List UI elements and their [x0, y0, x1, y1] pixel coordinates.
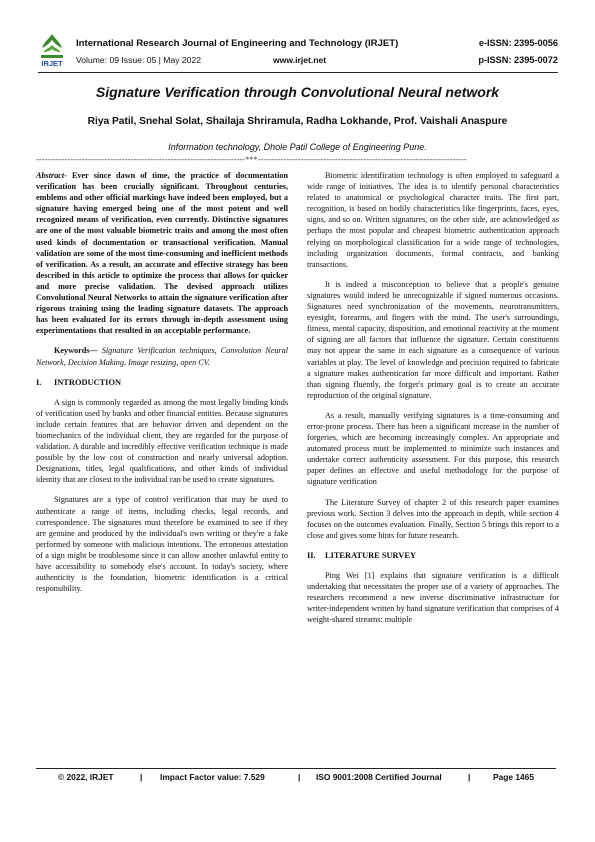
- left-column: [36, 170, 288, 603]
- keywords: [36, 345, 288, 367]
- footer-divider: |: [468, 772, 471, 782]
- footer-iso: ISO 9001:2008 Certified Journal: [316, 772, 442, 782]
- footer-divider: |: [298, 772, 301, 782]
- irjet-logo-icon: [38, 32, 66, 70]
- journal-website-link[interactable]: www.irjet.net: [273, 55, 327, 65]
- volume-issue: Volume: 09 Issue: 05 | May 2022: [76, 55, 202, 65]
- header-rule: [38, 72, 558, 73]
- section-heading-literature-survey: II. LITERATURE SURVEY: [307, 550, 416, 560]
- keywords-label: Keywords—: [54, 346, 98, 356]
- body-paragraph: The Literature Survey of chapter 2 of this research paper examines previous work. Section 3 delves into the approach in depth, while section 4 focuses on the outcomes evaluation. Finally, Section 5 brings this report to a close and gives some hints for future research.: [307, 497, 559, 540]
- page-footer: [36, 772, 556, 786]
- footer-divider: |: [140, 772, 143, 782]
- abstract-label: Abstract-: [36, 171, 67, 180]
- footer-impact-factor: Impact Factor value: 7.529: [160, 772, 265, 782]
- e-issn: e-ISSN: 2395-0056: [478, 38, 558, 48]
- body-paragraph: Ping Wei [1] explains that signature verification is a difficult undertaking that necessitates the proper use of a variety of approaches. The researchers recommend a new inverse discriminative infrastructure for writer-independent written by hand signature verification that comprises of 4 weight-shared streams: multiple: [307, 571, 559, 625]
- paper-affiliation: Information technology, Dhole Patil College of Engineering Pune.: [168, 142, 427, 152]
- keywords-text: Signature Verification techniques, Convolution Neural Network, Decision Making, Image resizing, open CV.: [36, 346, 288, 367]
- footer-copyright: © 2022, IRJET: [58, 772, 114, 782]
- intro-paragraph: A sign is commonly regarded as among the most legally binding kinds of verification used by banks and other financial entities. Because signatures include certain features that are behavior driven and dependent on the biomechanics of the individual client, they are regarded for the purpose of validation. A durable and incredibly effective verification technique is made possible by the low cost of construction and nearly universal adoption. Designations, titles, legal qualifications, and other kinds of individual identity that are closest to the individual can be used to create signatures.: [36, 397, 288, 485]
- paper-title: Signature Verification through Convolutional Neural network: [95, 84, 500, 100]
- body-paragraph: As a result, manually verifying signatures is a time-consuming and error-prone process. There has been a significant increase in the number of forgeries, which are becoming increasingly complex. An appropriate and automated process must be implemented to minimize such instances and undertake correct authenticity assessment. For this purpose, this research paper defines an effective and useful methodology for the purpose of signature verification: [307, 410, 559, 487]
- journal-header: [38, 32, 558, 72]
- abstract: [36, 170, 288, 336]
- footer-page-number: Page 1465: [493, 772, 534, 782]
- abstract-text: Ever since dawn of time, the practice of documentation verification has been crucially significant. Throughout centuries, emblems and other official markings have indeed been employed, but a signature having emerged being one of the most potent and well recognized means of verification, even currently. Distinctive signatures are one of the most valuable biometric traits and among the most often used kinds of documentation or transactional verification. Manual validation are some of the most time-consuming and inefficient methods of verification. As a result, an accurate and effective strategy has been described in this article to optimize the process that allows for quicker and more precise validation. The devised approach utilizes Convolutional Neural Networks to attain the signature verification after rigorous training using the leading signature datasets. The approach has been evaluated for its errors through in-depth assessment using experimentations that resulted in an acceptable performance.: [36, 171, 288, 336]
- journal-name: International Research Journal of Engineering and Technology (IRJET): [76, 38, 399, 49]
- right-column: [307, 170, 559, 634]
- footer-rule: [36, 768, 556, 769]
- svg-text:IRJET: IRJET: [41, 59, 63, 68]
- section-heading-introduction: I. INTRODUCTION: [36, 377, 122, 387]
- intro-paragraph: Signatures are a type of control verification that may be used to authenticate a range of items, including checks, legal records, and correspondence. The signatures must therefore be examined to see if they are genuine and produced by the individual's own writing or they're a fake performed by someone with malicious intentions. The erroneous attestation of a sign might be troublesome since it can allow another unlawful entity to have accessibility to somebody else's account. In today's society, where authenticity is the foundation, biometric identification is a critical responsibility.: [36, 495, 288, 594]
- p-issn: p-ISSN: 2395-0072: [478, 55, 558, 65]
- paper-authors: Riya Patil, Snehal Solat, Shailaja Shriramula, Radha Lokhande, Prof. Vaishali Anaspure: [87, 116, 508, 127]
- body-paragraph: It is indeed a misconception to believe that a people's genuine signatures would indeed be unrecognizable if signed numerous occasions. Signatures need synchronization of the movements, neurotransmitters, eyesight, forearms, and fingers with the mind. The user's surroundings, fitness, mental capacity, disposition, and emotional reactivity at the moment of signing are all factors that influence the signature. Certain constituents may not appear the same in each signature as a consequence of various variables at play. The level of knowledge and precision required to fabricate a signature makes authentication far more difficult and important. Rather than signing fluently, the forger's primary goal is to create an accurate reproduction of the original signature.: [307, 279, 559, 400]
- body-paragraph: Biometric identification technology is often employed to safeguard a wide range of initiatives. The idea is to identify personal characteristics related to anatomical or psychological character traits. The first part, recognition, is based on bodily characteristics like fingerprints, faces, eyes, signs, and so on. Written signatures, on the other side, are acknowledged as perhaps the most popular and cheapest biometric authentication approach relying on morphological classification for a wide range of technologies, including organization documents, formal contracts, and banking transactions.: [307, 171, 559, 269]
- section-separator: -------------------------------------------------------------------------***-------------------------------------------------------------------------: [36, 155, 467, 164]
